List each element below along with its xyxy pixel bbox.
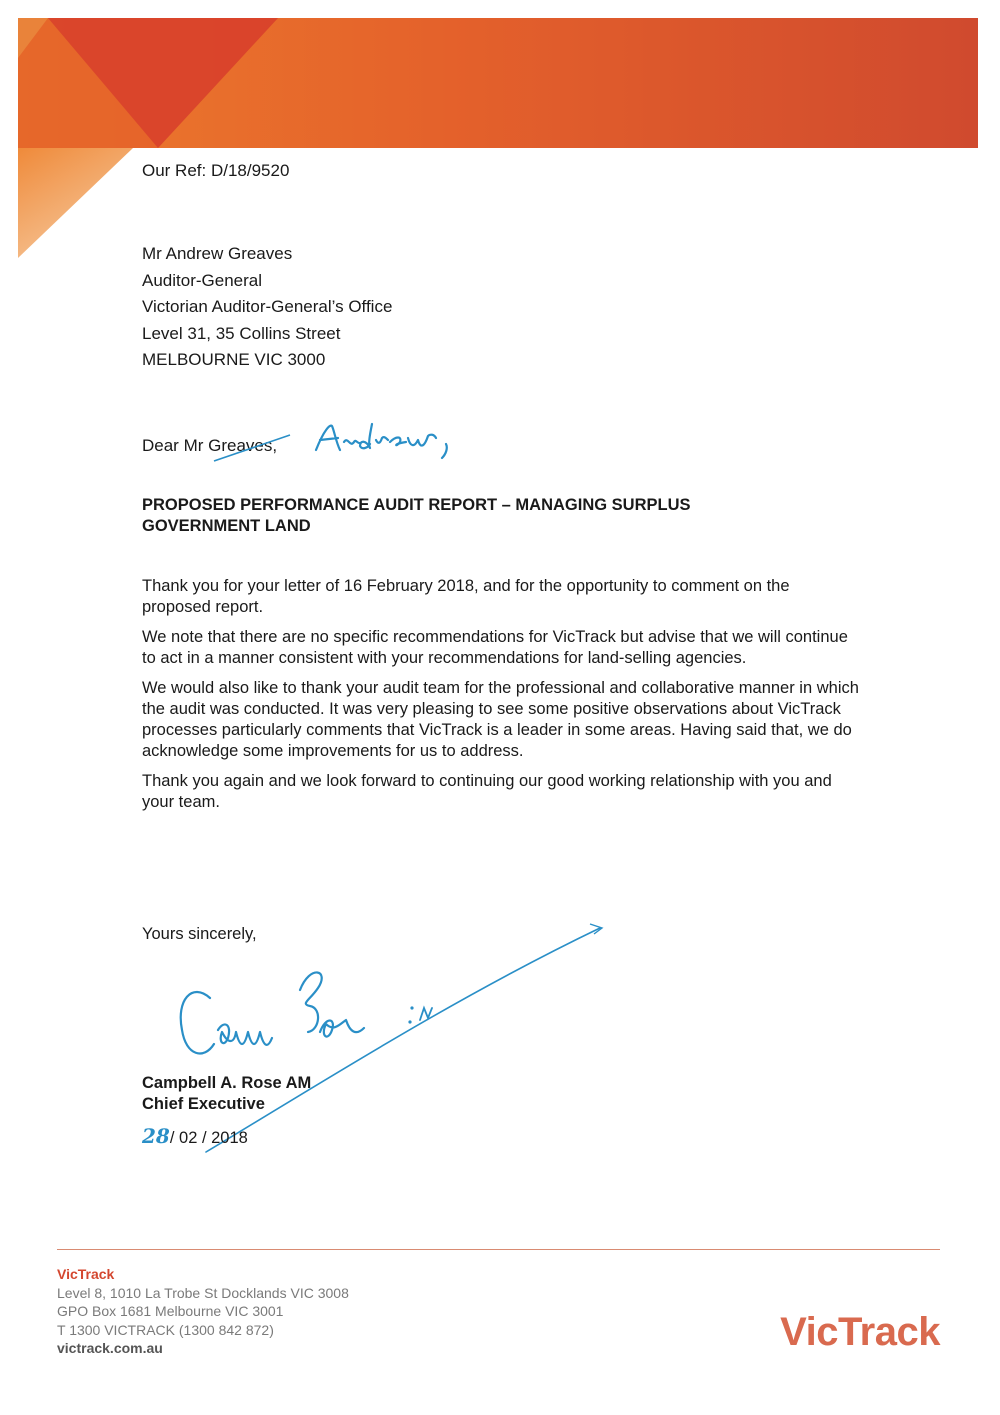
body-paragraph: We would also like to thank your audit team for the professional and collaborative manner in which the audit was conducted. It was very pleasing to see some positive observations about VicTrack processes particularly comments that VicTrack is a leader in some areas. Having said that, we do acknowledge some improvements for us to address.: [142, 679, 859, 760]
subject-line: PROPOSED PERFORMANCE AUDIT REPORT – MANAGING SURPLUS: [142, 496, 691, 514]
subject-line: GOVERNMENT LAND: [142, 517, 311, 535]
footer-address-line: GPO Box 1681 Melbourne VIC 3001: [57, 1303, 284, 1319]
handwritten-date-day: 28: [142, 1124, 170, 1148]
handwritten-strikethrough: [212, 433, 292, 463]
recipient-line: Auditor-General: [142, 270, 263, 290]
footer-address-line: Level 8, 1010 La Trobe St Docklands VIC 3008: [57, 1284, 349, 1301]
header-banner: [18, 18, 978, 148]
body-paragraph: We note that there are no specific recommendations for VicTrack but advise that we will continue to act in a manner consistent with your recommendations for land-selling agencies.: [142, 628, 848, 667]
recipient-address: [142, 241, 392, 374]
recipient-line: Mr Andrew Greaves: [142, 244, 293, 263]
closing: Yours sincerely,: [142, 925, 257, 943]
header-corner-triangle: [18, 148, 133, 258]
recipient-line: Victorian Auditor-General’s Office: [142, 297, 393, 316]
recipient-line: MELBOURNE VIC 3000: [142, 350, 326, 369]
letter-date: [142, 1124, 248, 1148]
our-reference: Our Ref: D/18/9520: [142, 161, 290, 180]
footer-org-name: VicTrack: [57, 1266, 115, 1282]
handwritten-name: [310, 420, 470, 460]
victrack-logo: VicTrack: [780, 1310, 940, 1354]
footer-divider: [57, 1249, 940, 1250]
recipient-line: Level 31, 35 Collins Street: [142, 323, 341, 343]
footer-website: victrack.com.au: [57, 1340, 163, 1356]
date-month-year: / 02 / 2018: [169, 1129, 248, 1147]
subject-heading: [142, 495, 842, 537]
footer-address: [57, 1265, 349, 1358]
letter-body: [142, 576, 862, 822]
footer-phone: T 1300 VICTRACK (1300 842 872): [57, 1321, 274, 1338]
body-paragraph: Thank you for your letter of 16 February 2018, and for the opportunity to comment on the proposed report.: [142, 577, 790, 616]
salutation: Dear Mr Greaves,: [142, 436, 278, 455]
signer-block: [142, 1073, 311, 1115]
body-paragraph: Thank you again and we look forward to continuing our good working relationship with you and your team.: [142, 772, 832, 811]
signer-title: Chief Executive: [142, 1095, 265, 1113]
signer-name: Campbell A. Rose AM: [142, 1074, 312, 1092]
